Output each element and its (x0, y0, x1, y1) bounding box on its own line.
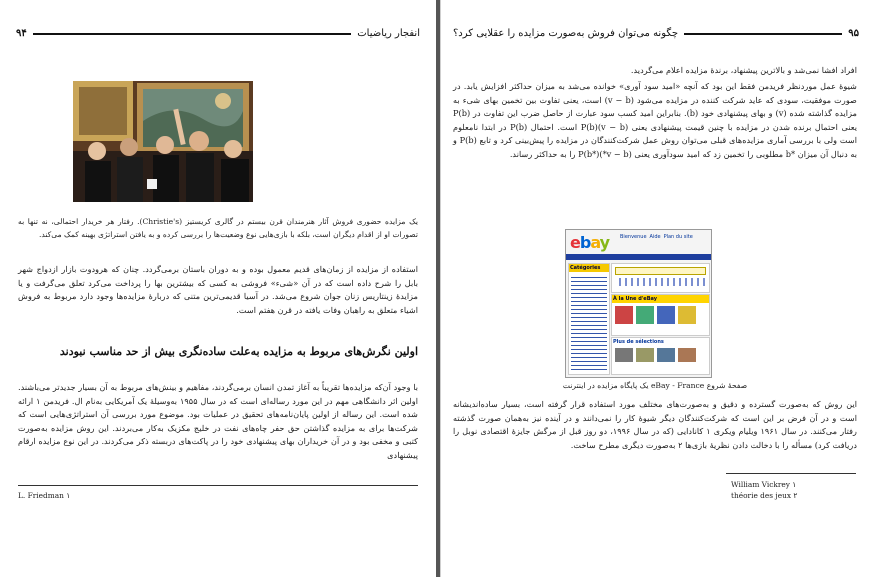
ebay-sidebar (568, 263, 610, 375)
ebay-logo-letter-a: a (590, 233, 600, 252)
ebay-more-title: Plus de sélections (613, 339, 664, 345)
ebay-featured-thumbs (615, 306, 706, 324)
ebay-search-box (611, 263, 710, 293)
footnote-rule (18, 485, 418, 486)
ebay-featured-title: À la Une d'eBay (612, 295, 709, 303)
thumbnail[interactable] (636, 348, 654, 362)
thumbnail[interactable] (678, 348, 696, 362)
header-rule (33, 33, 351, 35)
page-number: ۹۴ (16, 28, 27, 39)
ebay-sidebar-heading: Catégories (569, 264, 609, 272)
ebay-logo-letter-b: b (579, 233, 591, 252)
thumbnail[interactable] (657, 348, 675, 362)
ebay-logo-letter-y: y (599, 233, 610, 252)
ebay-logo (570, 233, 609, 252)
ebay-featured-panel (611, 294, 710, 336)
main-paragraph: شیوهٔ عمل مورد‌نظر فریدمن فقط این بود که آنچه «امید سود آوری» خوانده می‌شد به میزان حداکثر افزایش یابد. در صورت موفقیت، سودی که عاید شرکت کننده در مزایده می‌شود (v − b) است، یعنی تفاوت بین تخمین بهای شیء به مزایده گذاشته شده (v) و بهای پیشنهادی خود (b). بنابراین امید کسب سود عبارت از حاصل ضرب این تفاوت در P(b) یعنی احتمال برنده شدن در مزایده با چنین قیمت پیشنهادی یعنی (v − b)P(b) است. احتمال P(b) در ابتدا نامعلوم است ولی با بررسی آماری مزایده‌های قبلی می‌توان روش عمل شرکت‌کنندگان در مزایده را پیش‌بینی کرد و تابع P(b) و به دنبال آن میزان *b مطلوبی را تخمین زد که امید سودآوری یعنی (v − b*)P(b*) را به حداکثر رساند. (453, 81, 858, 159)
page-number: ۹۵ (848, 28, 859, 39)
thumbnail[interactable] (615, 306, 633, 324)
ebay-tabbar (566, 254, 711, 260)
ebay-nav (620, 234, 708, 250)
photo-caption: یک مزایده حضوری فروش آثار هنرمندان قرن بیستم در گالری کریستیز (Christie's). رفتار هر خریدار احتمالی، نه تنها به تصورات او از اقدام دیگران است، بلکه با بازی‌هایی نوع وضعیت‌ها را بررسی کرده و به یافتن استراتژی بهینه کمک می‌کند. (18, 217, 418, 239)
section-paragraph: با وجود آن‌که مزایده‌ها تقریباً به آغاز تمدن انسان برمی‌گردند، مفاهیم و بینش‌های مربوط به آن بسیار جدیدتر می‌باشند. اولین اثر دانشگاهی مهم در این مورد رساله‌ای است که در سال ۱۹۵۵ به‌وسیلهٔ یک آمریکایی به‌نام ال. فریدمن ۱ ارائه شده است. این رساله از اولین پایان‌نامه‌های تحقیق در عملیات بود. موضوع مورد بررسی آن استراتژی‌هایی است که شرکت‌ها برای به مزایده گذاشتن حق حفر چاه‌های نفت در خلیج مکزیک به‌کار می‌بردند. این روش مزایده به‌صورت کتبی و مخفی بود و در آن خریداران بهای پیشنهادی خود را در پاکت‌های دربسته ذکر می‌کردند. در این نوع مزایده ارقام پیشنهادی (18, 382, 419, 460)
ebay-logo-letter-e: e (570, 233, 580, 252)
intro-paragraph: استفاده از مزایده از زمان‌های قدیم معمول بوده و به دوران باستان برمی‌گردد. چنان که هرودوت بازار ازدواج شهر بابل را شرح داده است که در آن «شیء» فروشی به کسی که بیشترین بها را پرداخت می‌کرد تعلق می‌گرفت و یا مزایدهٔ زینتاریس زنان جوان شروع می‌شد. در آسیا قدیمی‌ترین متنی که دربارهٔ مزایده‌ها وجود دارد مربوط به فروش اشیاء متعلق به راهبان وفات یافته در قرن هفتم است. (18, 264, 418, 315)
bottom-paragraph: این روش که به‌صورت گسترده و دقیق و به‌صورت‌های مختلف مورد استفاده قرار گرفته است، بسیار ساده‌اندیشانه است و در آن فرض بر این است که شرکت‌کنندگان دیگر شیوهٔ کار را نمی‌دانند و در آینده نیز به‌همان صورت گذشته رفتار می‌کنند. در سال ۱۹۶۱ ویلیام ویکری ۱ کانادایی (که در سال ۱۹۹۶، دو روز قبل از مرگش جایزهٔ اقتصادی نوبل را دریافت کرد) مسأله را با دخالت دادن نظریهٔ بازی‌ها ۲ به‌صورت دیگری مطرح ساخت. (453, 399, 857, 450)
top-paragraph: افراد افشا نمی‌شد و بالاترین پیشنهاد، برندهٔ مزایده اعلام می‌گردید. (630, 65, 857, 75)
thumbnail[interactable] (636, 306, 654, 324)
footnote: L. Friedman ۱ (18, 491, 71, 500)
ebay-category-list (571, 274, 607, 370)
ebay-screenshot (565, 229, 712, 378)
footnote-2: théorie des jeux ۲ (731, 491, 798, 500)
thumbnail[interactable] (678, 306, 696, 324)
ebay-caption: صفحهٔ شروع eBay - France یک پایگاه مزایده در اینترنت (562, 381, 748, 390)
ebay-nav-item[interactable]: Aide (649, 234, 661, 240)
section-title: اولین نگرش‌های مربوط به مزایده به‌علت ساده‌نگری بیش از حد مناسب نبودند (59, 345, 418, 358)
auction-photo-illustration (73, 81, 253, 202)
thumbnail[interactable] (615, 348, 633, 362)
right-header (453, 28, 859, 39)
running-title: چگونه می‌توان فروش به‌صورت مزایده را عقلایی کرد؟ (453, 28, 679, 39)
footnote-1: William Vickrey ۱ (731, 480, 797, 489)
ebay-nav-item[interactable]: Plan du site (663, 234, 693, 240)
header-rule (684, 33, 842, 35)
left-page (0, 0, 436, 577)
ebay-more-thumbs (615, 348, 706, 362)
running-title: انفجار ریاضیات (357, 28, 420, 39)
ebay-more-panel (611, 337, 710, 375)
ebay-nav-item[interactable]: Bienvenue (620, 234, 647, 240)
ebay-search-links (615, 278, 706, 286)
ebay-search-input[interactable] (615, 267, 706, 275)
thumbnail[interactable] (657, 306, 675, 324)
left-header (16, 28, 420, 39)
auction-photo (73, 81, 253, 202)
footnote-rule (726, 473, 856, 474)
